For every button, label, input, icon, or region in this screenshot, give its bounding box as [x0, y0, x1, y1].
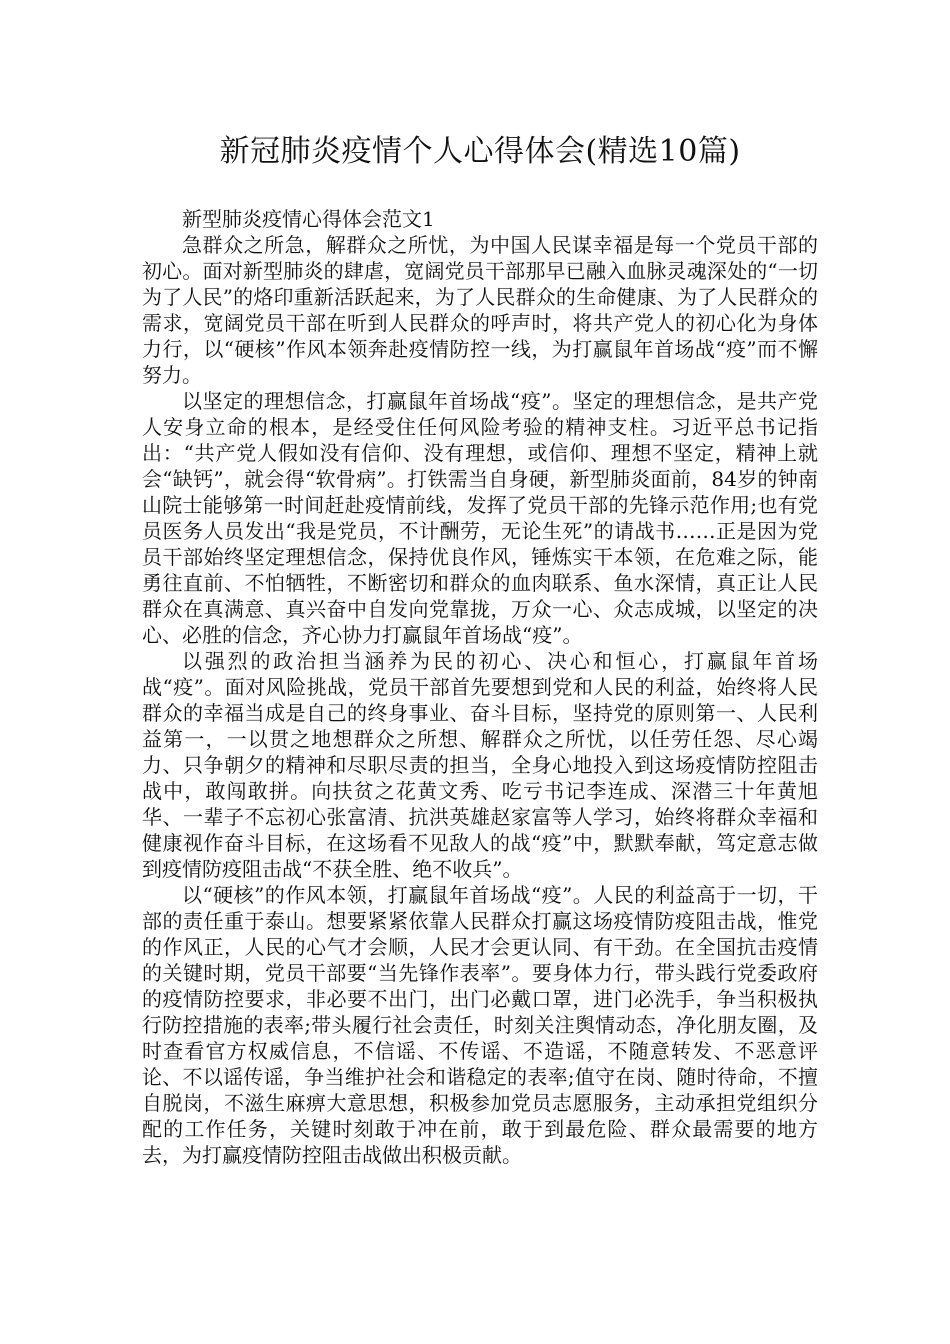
document-title: 新冠肺炎疫情个人心得体会(精选10篇) — [219, 134, 741, 169]
section-subtitle: 新型肺炎疫情心得体会范文1 — [182, 207, 435, 231]
paragraph-3: 以强烈的政治担当涵养为民的初心、决心和恒心，打赢鼠年首场战“疫”。面对风险挑战，党员干部首先要想到党和人民的利益，始终将人民群众的幸福当成是自己的终身事业、奋斗目标，坚持党的原则第一、人民利益第一，一以贯之地想群众之所想、解群众之所忧，以任劳任怨、尽心竭力、只争朝夕的精神和尽职尽责的担当，全身心地投入到这场疫情防控阻击战中，敢闯敢拼。向扶贫之花黄文秀、吃亏书记李连成、深潜三十年黄旭华、一辈子不忘初心张富清、抗洪英雄赵家富等人学习，始终将群众幸福和健康视作奋斗目标，在这场看不见敌人的战“疫”中，默默奉献，笃定意志做到疫情防疫阻击战“不获全胜、绝不收兵”。 — [142, 649, 818, 881]
paragraph-2: 以坚定的理想信念，打赢鼠年首场战“疫”。坚定的理想信念，是共产党人安身立命的根本，是经受住任何风险考验的精神支柱。习近平总书记指出：“共产党人假如没有信仰、没有理想，或信仰、理想不坚定，精神上就会“缺钙”，就会得“软骨病”。打铁需当自身硬，新型肺炎面前，84岁的钟南山院士能够第一时间赶赴疫情前线，发挥了党员干部的先锋示范作用;也有党员医务人员发出“我是党员，不计酬劳，无论生死”的请战书……正是因为党员干部始终坚定理想信念，保持优良作风，锤炼实干本领，在危难之际，能勇往直前、不怕牺牲，不断密切和群众的血肉联系、鱼水深情，真正让人民群众在真满意、真兴奋中自发向党靠拢，万众一心、众志成城，以坚定的决心、必胜的信念，齐心协力打赢鼠年首场战“疫”。 — [142, 389, 818, 647]
paragraph-1: 急群众之所急，解群众之所忧，为中国人民谋幸福是每一个党员干部的初心。面对新型肺炎的肆虐，宽阔党员干部那早已融入血脉灵魂深处的“一切为了人民”的烙印重新活跃起来，为了人民群众的生命健康、为了人民群众的需求，宽阔党员干部在听到人民群众的呼声时，将共产党人的初心化为身体力行，以“硬核”作风本领奔赴疫情防控一线，为打赢鼠年首场战“疫”而不懈努力。 — [142, 233, 818, 387]
document-page — [142, 118, 818, 1168]
paragraph-4: 以“硬核”的作风本领，打赢鼠年首场战“疫”。人民的利益高于一切，干部的责任重于泰山。想要紧紧依靠人民群众打赢这场疫情防疫阻击战，惟党的作风正，人民的心气才会顺，人民才会更认同、有干劲。在全国抗击疫情的关键时期，党员干部要“当先锋作表率”。要身体力行，带头践行党委政府的疫情防控要求，非必要不出门，出门必戴口罩，进门必洗手，争当积极执行防控措施的表率;带头履行社会责任，时刻关注舆情动态，净化朋友圈，及时查看官方权威信息，不信谣、不传谣、不造谣，不随意转发、不恶意评论、不以谣传谣，争当维护社会和谐稳定的表率;值守在岗、随时待命，不擅自脱岗，不滋生麻痹大意思想，积极参加党员志愿服务，主动承担党组织分配的工作任务，关键时刻敢于冲在前，敢于到最危险、群众最需要的地方去，为打赢疫情防控阻击战做出积极贡献。 — [142, 883, 818, 1167]
